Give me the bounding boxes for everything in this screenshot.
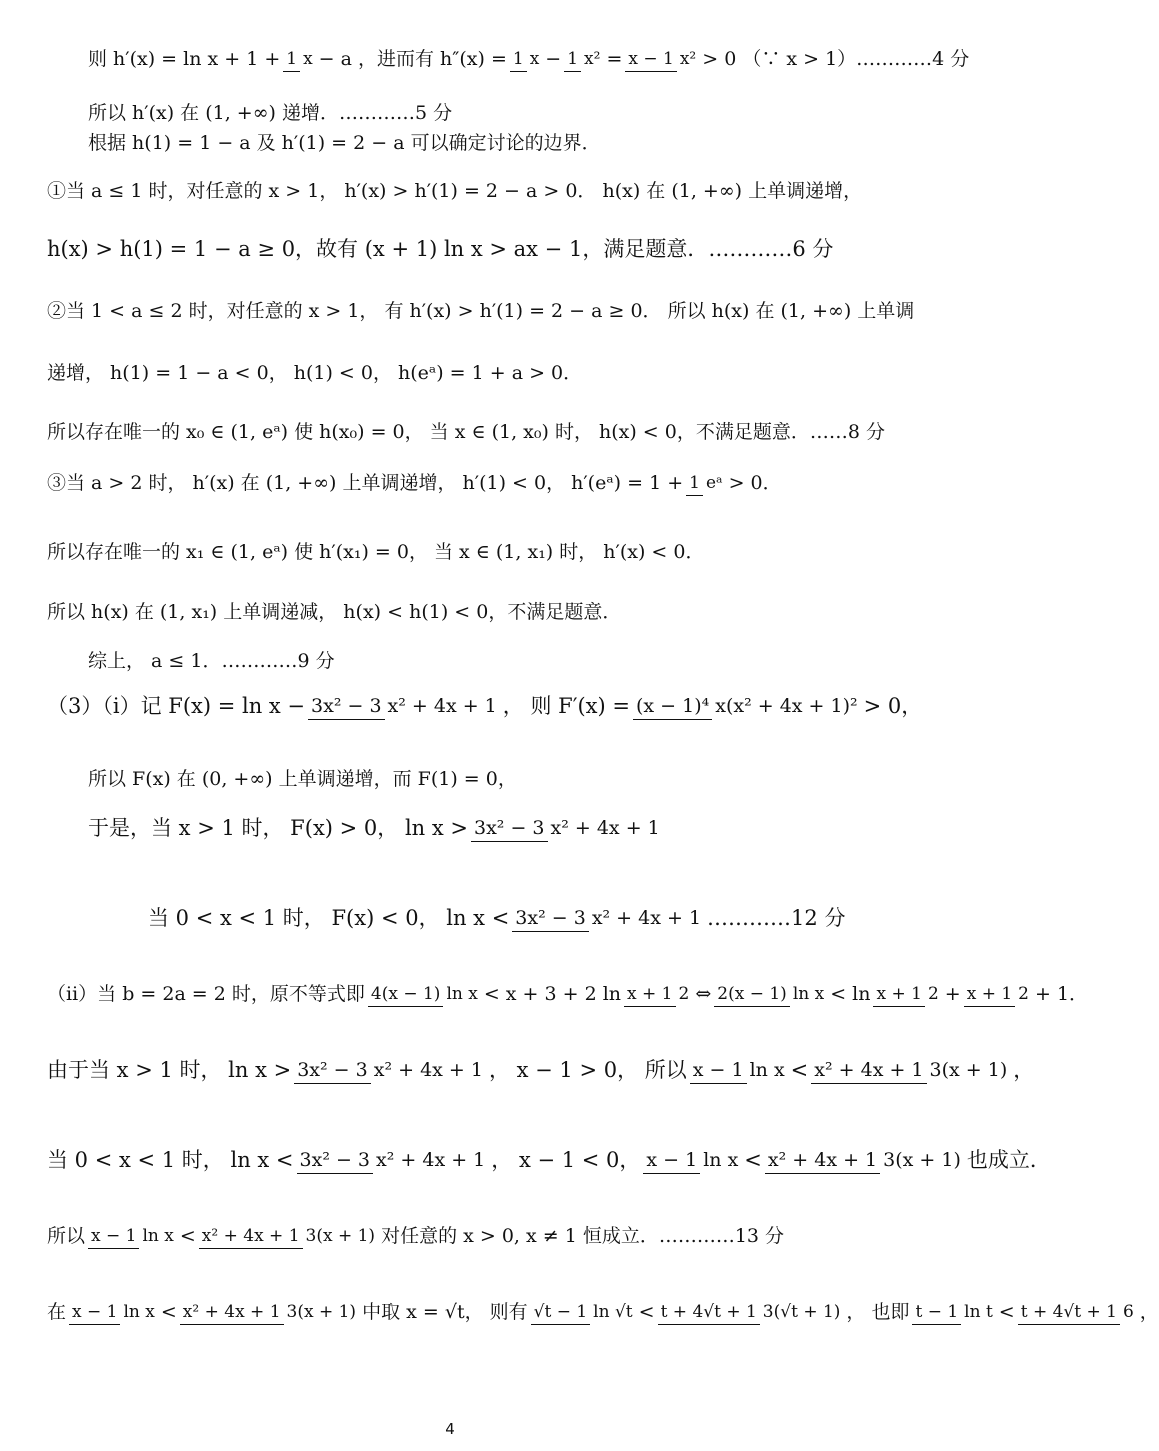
solution-line-12 <box>88 652 335 671</box>
solution-line-2 <box>88 104 452 123</box>
text-segment: 所以存在唯一的 x₀ ∈ (1, eᵃ) 使 h(x₀) = 0， 当 x ∈ (1, x₀) 时， h(x) < 0，不满足题意．……8 分 <box>47 421 885 443</box>
text-segment: ， x − 1 < 0， <box>491 1148 641 1172</box>
fraction: x + 1 2 <box>624 985 692 1004</box>
solution-line-14 <box>88 770 517 789</box>
text-segment: 综上， a ≤ 1．…………9 分 <box>88 650 335 672</box>
fraction: x − 1 x² <box>625 50 699 69</box>
text-segment: 所以 F(x) 在 (0, +∞) 上单调递增，而 F(1) = 0， <box>88 768 517 790</box>
solution-line-15 <box>88 818 666 839</box>
text-segment: < ln <box>830 983 871 1005</box>
text-segment: − a ，进而有 h″(x) = <box>318 48 507 70</box>
fraction: 3x² − 3 x² + 4x + 1 <box>297 1150 489 1171</box>
text-segment: ， 则 F′(x) = <box>502 694 630 718</box>
fraction: (x − 1)⁴ x(x² + 4x + 1)² <box>633 696 861 717</box>
text-segment: 所以存在唯一的 x₁ ∈ (1, eᵃ) 使 h′(x₁) = 0， 当 x ∈ (1, x₁) 时， h′(x) < 0． <box>47 541 705 563</box>
text-segment: ②当 1 < a ≤ 2 时，对任意的 x > 1， 有 h′(x) > h′(1) = 2 − a ≥ 0． 所以 h(x) 在 (1, +∞) 上单调 <box>47 300 915 322</box>
solution-line-1 <box>88 50 969 69</box>
text-segment: ， x − 1 > 0， 所以 <box>488 1058 687 1082</box>
text-segment: < <box>744 1148 762 1172</box>
solution-line-7 <box>47 364 582 383</box>
page-number: 4 <box>445 1420 455 1438</box>
fraction: 1 x <box>510 50 542 69</box>
text-segment: 对任意的 x > 0, x ≠ 1 恒成立．…………13 分 <box>381 1225 785 1247</box>
text-segment: − <box>545 48 562 70</box>
fraction: x − 1 ln x <box>690 1060 788 1081</box>
solution-line-21 <box>47 1303 1159 1322</box>
fraction: 3x² − 3 x² + 4x + 1 <box>308 696 500 717</box>
fraction: x − 1 ln x <box>643 1150 741 1171</box>
fraction: x + 1 2 <box>964 985 1032 1004</box>
text-segment: ③当 a > 2 时， h′(x) 在 (1, +∞) 上单调递增， h′(1) < 0， h′(eᵃ) = 1 + <box>47 472 684 494</box>
fraction: x² + 4x + 1 3(x + 1) <box>180 1303 359 1322</box>
text-segment: < <box>179 1225 196 1247</box>
solution-line-11 <box>47 603 621 622</box>
text-segment: 由于当 x > 1 时， ln x > <box>47 1058 292 1082</box>
fraction: x + 1 2 <box>873 985 941 1004</box>
text-segment: 也成立． <box>966 1148 1051 1172</box>
text-segment: < <box>790 1058 809 1082</box>
text-segment: 当 0 < x < 1 时， F(x) < 0， ln x < <box>148 906 510 930</box>
solution-line-8 <box>47 423 885 442</box>
fraction: t − 1 ln t <box>912 1303 995 1322</box>
fraction: x − 1 ln x <box>88 1227 177 1246</box>
solution-line-16 <box>148 908 845 929</box>
solution-line-20 <box>47 1227 784 1246</box>
text-segment: > 0， <box>863 694 923 718</box>
text-segment: > 0 （∵ x > 1）…………4 分 <box>702 48 970 70</box>
text-segment: 所以 h(x) 在 (1, x₁) 上单调递减， h(x) < h(1) < 0，不满足题意． <box>47 601 622 623</box>
text-segment: 当 0 < x < 1 时， ln x < <box>47 1148 294 1172</box>
solution-line-13 <box>47 696 922 717</box>
fraction: 1 x <box>283 50 315 69</box>
fraction: t + 4√t + 1 3(√t + 1) <box>658 1303 844 1322</box>
text-segment: 在 <box>47 1301 67 1323</box>
text-segment: < <box>638 1301 655 1323</box>
text-segment: 中取 x = √t， 则有 <box>362 1301 528 1323</box>
solution-line-9 <box>47 474 782 493</box>
text-segment: 递增， h(1) = 1 − a < 0， h(1) < 0， h(eᵃ) = 1 + a > 0． <box>47 362 583 384</box>
text-segment: 于是，当 x > 1 时， F(x) > 0， ln x > <box>88 816 468 840</box>
text-segment: ①当 a ≤ 1 时，对任意的 x > 1， h′(x) > h′(1) = 2 − a > 0． h(x) 在 (1, +∞) 上单调递增， <box>47 180 863 202</box>
fraction: x − 1 ln x <box>69 1303 158 1322</box>
fraction: 1 eᵃ <box>686 474 725 493</box>
text-segment: （3）（ⅰ）记 F(x) = ln x − <box>47 694 306 718</box>
text-segment: 所以 <box>47 1225 86 1247</box>
solution-line-17 <box>47 985 1088 1004</box>
solution-line-10 <box>47 543 704 562</box>
text-segment: ， <box>1139 1301 1159 1323</box>
fraction: 3x² − 3 x² + 4x + 1 <box>294 1060 486 1081</box>
text-segment: = <box>606 48 623 70</box>
solution-line-18 <box>47 1060 1034 1081</box>
solution-line-19 <box>47 1150 1051 1171</box>
text-segment: > 0． <box>728 472 782 494</box>
text-segment: ⇔ <box>695 983 712 1005</box>
fraction: 3x² − 3 x² + 4x + 1 <box>512 908 704 929</box>
text-segment: + <box>944 983 961 1005</box>
fraction: √t − 1 ln √t <box>531 1303 636 1322</box>
text-segment: ， <box>1013 1058 1035 1082</box>
text-segment: 所以 h′(x) 在 (1, +∞) 递增．…………5 分 <box>88 102 453 124</box>
text-segment: （ⅱ）当 b = 2a = 2 时，原不等式即 <box>47 983 365 1005</box>
solution-line-6 <box>47 302 914 321</box>
text-segment: < x + 3 + 2 ln <box>483 983 622 1005</box>
text-segment: < <box>998 1301 1015 1323</box>
text-segment: 则 h′(x) = ln x + 1 + <box>88 48 281 70</box>
text-segment: ， 也即 <box>846 1301 910 1323</box>
text-segment: 根据 h(1) = 1 − a 及 h′(1) = 2 − a 可以确定讨论的边界． <box>88 132 601 154</box>
text-segment: < <box>160 1301 177 1323</box>
text-segment: + 1． <box>1035 983 1089 1005</box>
text-segment: h(x) > h(1) = 1 − a ≥ 0，故有 (x + 1) ln x > ax − 1，满足题意．…………6 分 <box>47 237 834 261</box>
solution-line-4 <box>47 182 862 201</box>
solution-line-5 <box>47 239 833 260</box>
fraction: 3x² − 3 x² + 4x + 1 <box>471 818 663 839</box>
solution-line-3 <box>88 134 601 153</box>
text-segment: …………12 分 <box>707 906 846 930</box>
fraction: x² + 4x + 1 3(x + 1) <box>199 1227 378 1246</box>
fraction: t + 4√t + 1 6 <box>1018 1303 1137 1322</box>
fraction: 2(x − 1) ln x <box>714 985 827 1004</box>
fraction: 4(x − 1) ln x <box>368 985 481 1004</box>
fraction: x² + 4x + 1 3(x + 1) <box>765 1150 964 1171</box>
fraction: 1 x² <box>564 50 603 69</box>
fraction: x² + 4x + 1 3(x + 1) <box>811 1060 1010 1081</box>
